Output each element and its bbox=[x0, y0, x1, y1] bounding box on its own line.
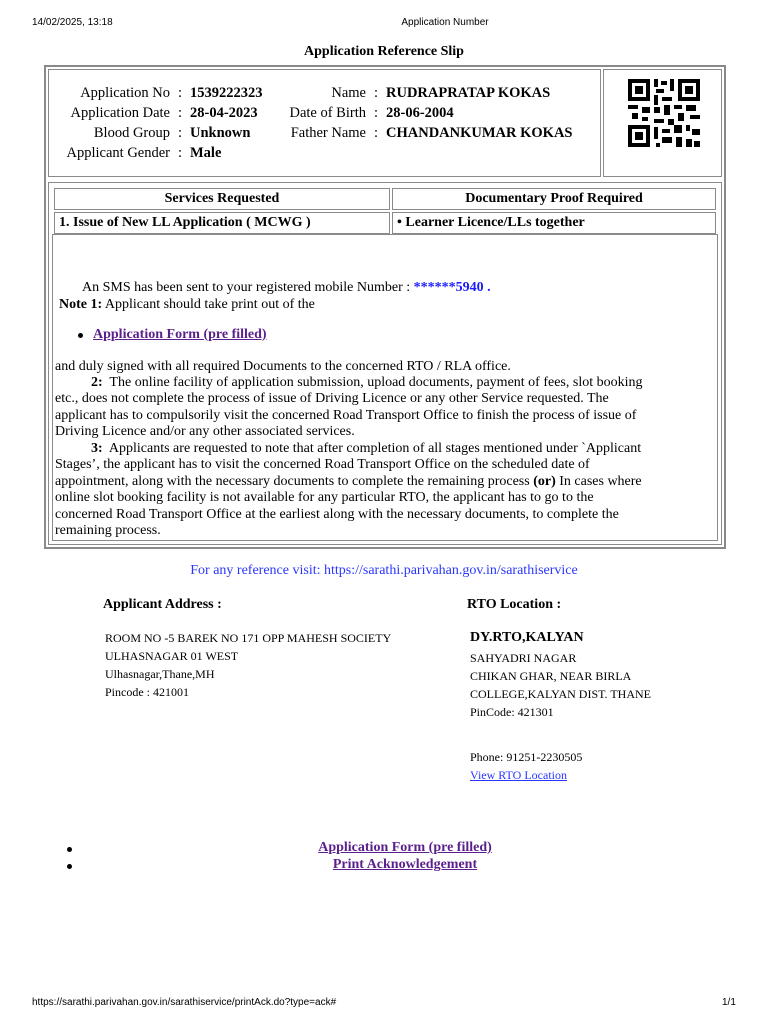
slip-title: Application Reference Slip bbox=[304, 44, 464, 59]
application-date-row bbox=[60, 105, 258, 122]
note-2-line: Driving Licence and/or any other associated services. bbox=[55, 424, 355, 440]
print-acknowledgement-link[interactable]: Print Acknowledgement bbox=[332, 857, 478, 872]
table-header-row bbox=[54, 188, 716, 210]
address-line: ROOM NO -5 BAREK NO 171 OPP MAHESH SOCIETY bbox=[105, 631, 392, 645]
dob-label: Date of Birth bbox=[289, 105, 366, 121]
print-footer-url: https://sarathi.parivahan.gov.in/sarathiservice/printAck.do?type=ack# bbox=[32, 997, 337, 1008]
rto-address-line: PinCode: 421301 bbox=[470, 705, 554, 719]
note-3-line: remaining process. bbox=[55, 523, 161, 539]
note-3-or: (or) bbox=[533, 473, 556, 489]
colon: : bbox=[177, 85, 183, 101]
application-date-label: Application Date bbox=[70, 105, 170, 121]
rto-address-line: CHIKAN GHAR, NEAR BIRLA bbox=[470, 669, 632, 683]
name-value: RUDRAPRATAP KOKAS bbox=[386, 85, 551, 101]
services-table bbox=[52, 186, 718, 236]
dob-value: 28-06-2004 bbox=[386, 105, 454, 121]
application-no-row bbox=[60, 85, 263, 102]
rto-address-line: SAHYADRI NAGAR bbox=[470, 651, 577, 665]
note-1 bbox=[59, 297, 315, 313]
reference-text: For any reference visit: https://sarathi.parivahan.gov.in/sarathiservice bbox=[190, 563, 578, 578]
print-page-number: 1/1 bbox=[722, 997, 736, 1008]
colon: : bbox=[177, 125, 183, 141]
applicant-address-block bbox=[105, 629, 391, 701]
father-name-row bbox=[280, 125, 572, 142]
name-row bbox=[280, 85, 550, 102]
name-label: Name bbox=[331, 85, 366, 101]
rto-address-block bbox=[470, 649, 651, 721]
sms-notice bbox=[82, 280, 491, 296]
note-3-line: appointment, along with the necessary documents to complete the remaining process bbox=[55, 473, 534, 489]
father-name-value: CHANDANKUMAR KOKAS bbox=[386, 125, 573, 141]
rto-location-title: RTO Location : bbox=[467, 597, 562, 612]
note-2 bbox=[55, 375, 715, 441]
sms-notice-text: An SMS has been sent to your registered mobile Number : bbox=[82, 280, 414, 295]
address-line: ULHASNAGAR 01 WEST bbox=[105, 649, 239, 663]
address-line: Ulhasnagar,Thane,MH bbox=[105, 667, 215, 681]
colon: : bbox=[373, 85, 379, 101]
rto-address-line: COLLEGE,KALYAN DIST. THANE bbox=[470, 687, 652, 701]
colon: : bbox=[373, 105, 379, 121]
application-form-bottom-link[interactable]: Application Form (pre filled) bbox=[318, 840, 492, 855]
gender-value: Male bbox=[190, 145, 222, 161]
note-3 bbox=[55, 441, 715, 539]
sms-mobile-number: ******5940 . bbox=[413, 280, 491, 295]
colon: : bbox=[177, 105, 183, 121]
address-line: Pincode : 421001 bbox=[105, 685, 189, 699]
note-1-text: Applicant should take print out of the bbox=[102, 297, 315, 312]
colon: : bbox=[177, 145, 183, 161]
gender-row bbox=[60, 145, 221, 162]
colon: : bbox=[373, 125, 379, 141]
rto-phone: Phone: 91251-2230505 bbox=[470, 750, 583, 764]
note-3-label: 3: bbox=[91, 441, 103, 456]
gender-label: Applicant Gender bbox=[66, 145, 170, 161]
blood-group-label: Blood Group bbox=[93, 125, 170, 141]
qr-code-icon bbox=[628, 79, 700, 147]
applicant-address-title: Applicant Address : bbox=[103, 597, 222, 612]
documentary-proof-header: Documentary Proof Required bbox=[392, 188, 716, 210]
note-3-line: Applicants are requested to note that after completion of all stages mentioned under `Applicant bbox=[108, 441, 642, 456]
service-cell: 1. Issue of New LL Application ( MCWG ) bbox=[54, 212, 390, 234]
application-no-value: 1539222323 bbox=[190, 85, 263, 101]
rto-name: DY.RTO,KALYAN bbox=[470, 630, 584, 645]
note-2-line: The online facility of application submission, upload documents, payment of fees, slot booking bbox=[109, 375, 643, 390]
proof-cell: • Learner Licence/LLs together bbox=[392, 212, 716, 234]
services-requested-header: Services Requested bbox=[54, 188, 390, 210]
table-row bbox=[54, 212, 716, 234]
note-2-line: applicant has to compulsorily visit the concerned Road Transport Office to finish the process of issue of bbox=[55, 407, 637, 423]
print-page-title: Application Number bbox=[401, 17, 489, 28]
note-2-line: etc., does not complete the process of issue of Driving Licence or any other Service requested. The bbox=[55, 391, 609, 407]
blood-group-value: Unknown bbox=[190, 125, 251, 141]
view-rto-location-link[interactable]: View RTO Location bbox=[470, 768, 567, 782]
note-3-line: Stages’, the applicant has to visit the concerned Road Transport Office on the scheduled date of bbox=[55, 457, 590, 473]
note-2-label: 2: bbox=[91, 375, 103, 390]
dob-row bbox=[280, 105, 454, 122]
bullet-icon bbox=[78, 333, 83, 338]
print-datetime: 14/02/2025, 13:18 bbox=[32, 17, 113, 28]
note-3-line: concerned Road Transport Office at the earliest along with the necessary documents, to complete the bbox=[55, 506, 619, 522]
application-form-link[interactable]: Application Form (pre filled) bbox=[93, 327, 267, 342]
note-1-continuation: and duly signed with all required Documents to the concerned RTO / RLA office. bbox=[55, 359, 511, 374]
note-3-line: online slot booking facility is not available for any particular RTO, the applicant has to go to the bbox=[55, 490, 594, 506]
application-date-value: 28-04-2023 bbox=[190, 105, 258, 121]
note-3-line-end: In cases where bbox=[555, 473, 642, 489]
father-name-label: Father Name bbox=[290, 125, 366, 141]
application-no-label: Application No bbox=[80, 85, 170, 101]
blood-group-row bbox=[60, 125, 250, 142]
note-1-label: Note 1: bbox=[59, 297, 103, 312]
